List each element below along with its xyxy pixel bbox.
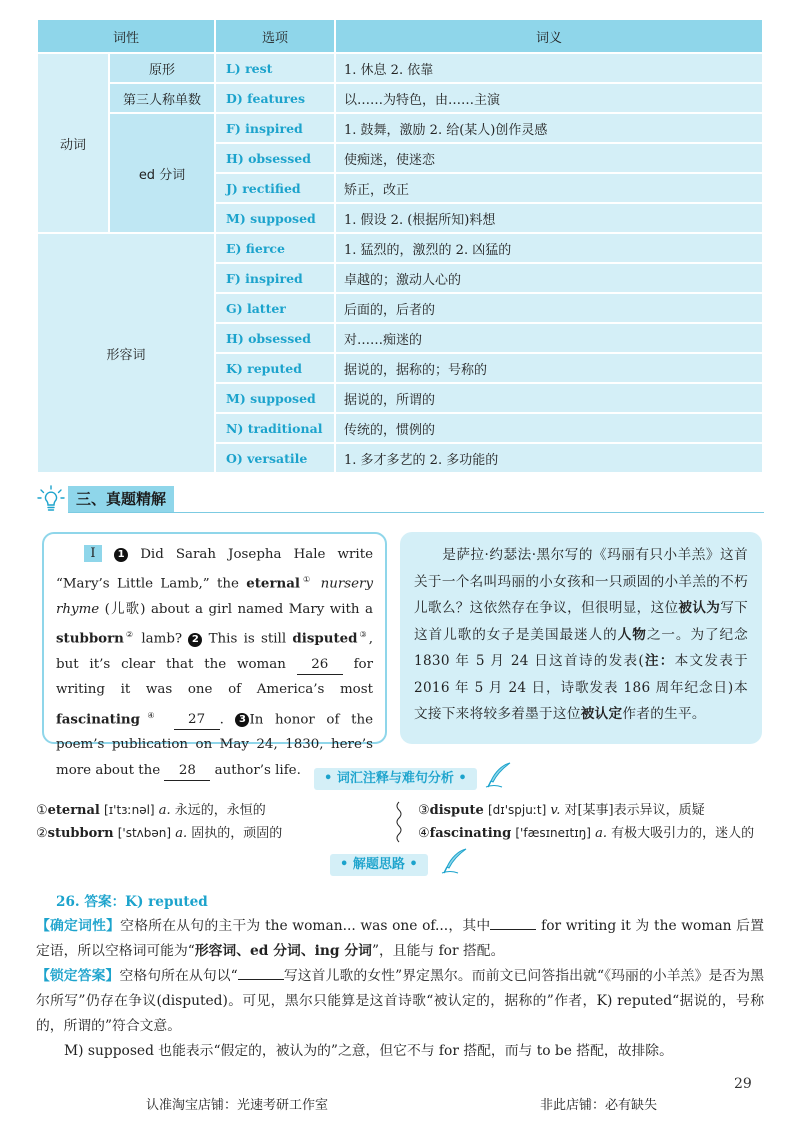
vocab-table [36, 18, 764, 474]
footer-right: 非此店铺：必有缺失 [540, 1098, 658, 1113]
blank-27: 27 [174, 711, 220, 730]
note-word: eternal [47, 803, 100, 818]
solution-tag: • 解题思路 • [330, 854, 428, 876]
pos-verb: 动词 [37, 53, 109, 233]
note-word: dispute [429, 803, 484, 818]
vocab-notes-tag: • 词汇注释与难句分析 • [314, 768, 477, 790]
note-pos: a. [175, 826, 188, 841]
header-pos: 词性 [37, 19, 215, 53]
passage-translation [400, 532, 762, 744]
vocab-word: eternal [246, 575, 300, 592]
meaning-cell: 1. 休息 2. 依靠 [335, 53, 763, 83]
explanation-bold: 形容词、ed 分词、ing 分词 [194, 943, 372, 959]
note-number: ① [36, 803, 48, 818]
header-option: 选项 [215, 19, 335, 53]
translation-text: 写下这首儿歌的女子是美国最迷人的 [414, 600, 748, 643]
header-meaning: 词义 [335, 19, 763, 53]
meaning-cell: 据说的，所谓的 [335, 383, 763, 413]
passage-number: Ⅰ [84, 545, 102, 562]
note-definition: 对[某事]表示异议，质疑 [564, 803, 705, 818]
meaning-cell: 使痴迷，使迷恋 [335, 143, 763, 173]
squiggle-divider [394, 800, 404, 844]
translation-bold: 被认为 [678, 600, 721, 616]
vocab-word: stubborn [56, 630, 124, 647]
explanation-label: 【确定词性】 [36, 918, 121, 934]
passage-english: Ⅰ 1 Did Sarah Josepha Hale write “Mary’s Little Lamb,” the eternal① nursery rhyme (儿歌) about a girl named Mary with a stubborn② lamb? 2 This is still disputed③, but it’s clear that the woman 26 for writing it was one of America’s most fascinating④ 27 . 3 In honor of the poem’s publication on May 24, 1830, here’s more about the 28 author’s life. [42, 532, 387, 744]
meaning-cell: 据说的，据称的；号称的 [335, 353, 763, 383]
option-cell: N) traditional [215, 413, 335, 443]
meaning-cell: 1. 假设 2. (根据所知)料想 [335, 203, 763, 233]
note-marker: ③ [357, 630, 369, 640]
meaning-cell: 矫正，改正 [335, 173, 763, 203]
section-divider [68, 512, 764, 513]
note-pos: v. [550, 803, 561, 818]
option-cell: F) inspired [215, 113, 335, 143]
option-cell: M) supposed [215, 383, 335, 413]
option-cell: H) obsessed [215, 143, 335, 173]
form-ed-participle: ed 分词 [109, 113, 215, 233]
explanation-text: ”，且能与 for 搭配。 [371, 943, 505, 959]
table-row [37, 113, 763, 143]
passage-text: nursery rhyme [56, 576, 374, 618]
note-item [418, 822, 754, 845]
blank-line [490, 929, 536, 930]
option-cell: E) fierce [215, 233, 335, 263]
explanation-label: 【锁定答案】 [36, 968, 120, 984]
table-row [37, 233, 763, 263]
meaning-cell: 1. 猛烈的，激烈的 2. 凶猛的 [335, 233, 763, 263]
sentence-number-2: 2 [188, 633, 202, 647]
note-definition: 有极大吸引力的，迷人的 [611, 826, 755, 841]
note-item [36, 822, 282, 845]
meaning-cell: 后面的，后者的 [335, 293, 763, 323]
option-cell: D) features [215, 83, 335, 113]
note-word: fascinating [429, 826, 512, 841]
sentence-number-3: 3 [235, 713, 249, 727]
translation-text: 作者的生平。 [622, 706, 706, 722]
option-cell: J) rectified [215, 173, 335, 203]
note-marker: ① [300, 575, 314, 585]
note-item [36, 799, 266, 822]
note-phonetic: [ɪ'tɜːnəl] [104, 803, 155, 817]
translation-text: 之一。为了纪念 1830 年 5 月 24 日这首诗的发表( [414, 626, 749, 669]
passage-text: (儿歌) about a girl named Mary with a [99, 602, 373, 618]
note-pos: a. [595, 826, 607, 841]
sentence-number-1: 1 [114, 548, 128, 562]
passage-text: In honor of the poem’s publication on May 24, 1830, here’s more about the [56, 712, 374, 778]
option-cell: G) latter [215, 293, 335, 323]
option-cell: H) obsessed [215, 323, 335, 353]
vocab-word: fascinating [56, 711, 140, 728]
translation-bold: 人物 [617, 626, 647, 643]
note-number: ③ [418, 803, 430, 818]
option-cell: O) versatile [215, 443, 335, 473]
passage-text: lamb? [135, 631, 189, 647]
meaning-cell: 传统的，惯例的 [335, 413, 763, 443]
note-pos: a. [158, 803, 171, 818]
answer-heading: 26. 答案：K) reputed [56, 894, 208, 910]
explanation-text: for writing it 为 the woman 后置定语，所以空格词可能为“ [36, 918, 765, 959]
blank-26: 26 [297, 656, 343, 675]
table-row [37, 53, 763, 83]
note-marker: ④ [140, 710, 162, 720]
meaning-cell: 对……痴迷的 [335, 323, 763, 353]
passage-text: for writing it was one of America’s most [56, 657, 373, 698]
meaning-cell: 卓越的；激动人心的 [335, 263, 763, 293]
section-heading [36, 482, 764, 516]
quill-pen-icon [440, 846, 470, 876]
meaning-cell: 1. 多才多艺的 2. 多功能的 [335, 443, 763, 473]
passage-text: This is still [208, 631, 293, 647]
explanation-paragraph [36, 914, 764, 964]
note-definition: 永远的，永恒的 [174, 803, 266, 818]
explanation-paragraph [36, 964, 764, 1039]
passage-text: author’s life. [210, 762, 301, 778]
option-cell: L) rest [215, 53, 335, 83]
translation-bold: 被认定 [580, 706, 623, 722]
option-cell: M) supposed [215, 203, 335, 233]
quill-pen-icon [484, 760, 514, 790]
blank-line [238, 979, 284, 980]
note-phonetic: ['stʌbən] [117, 826, 172, 840]
note-number: ④ [418, 826, 430, 841]
note-marker: ② [123, 630, 136, 640]
form-third-person: 第三人称单数 [109, 83, 215, 113]
explanation-text: 空格所在从句的主干为 the woman... was one of...，其中 [120, 918, 491, 934]
blank-28: 28 [164, 762, 210, 781]
note-word: stubborn [47, 826, 114, 841]
pos-adjective: 形容词 [37, 233, 215, 473]
meaning-cell: 1. 鼓舞，激励 2. 给(某人)创作灵感 [335, 113, 763, 143]
passage-text: Did Sarah Josepha Hale write “Mary’s Little Lamb,” the [56, 547, 373, 592]
meaning-cell: 以……为特色，由……主演 [335, 83, 763, 113]
note-definition: 固执的，顽固的 [191, 826, 283, 841]
translation-text: 是萨拉·约瑟法·黑尔写的《玛丽有只小羊羔》这首关于一个名叫玛丽的小女孩和一只顽固的小羊羔的不朽儿歌么？这依然存在争议，但很明显，这位 [414, 547, 748, 616]
note-phonetic: [dɪ'spjuːt] [487, 803, 547, 817]
lightbulb-icon [36, 484, 66, 514]
page-number: 29 [734, 1076, 752, 1092]
vocab-word: disputed [292, 630, 358, 647]
translation-text: 本文发表于 2016 年 5 月 24 日，诗歌发表 186 周年纪念日)本文接下来将较多着墨于这位 [414, 653, 748, 722]
note-number: ② [36, 826, 48, 841]
note-item [418, 799, 705, 822]
option-cell: F) inspired [215, 263, 335, 293]
explanation-text: 空格句所在从句以“ [119, 968, 238, 984]
note-phonetic: ['fæsɪneɪtɪŋ] [515, 826, 591, 840]
form-base: 原形 [109, 53, 215, 83]
footer-left: 认准淘宝店铺：光速考研工作室 [146, 1098, 329, 1113]
translation-bold: 注： [643, 653, 675, 669]
section-title: 三、真题精解 [68, 486, 174, 512]
explanation-text: 写这首儿歌的女性”界定黑尔。而前文已问答指出就“《玛丽的小羊羔》是否为黑尔所写”仍存在争议(disputed)。可见，黑尔只能算是这首诗歌“被认定的，据称的”作者，K) reputed“据说的，号称的，所谓的”符合文意。 [36, 968, 764, 1034]
passage-text: , but it’s clear that the woman [56, 631, 373, 673]
option-cell: K) reputed [215, 353, 335, 383]
explanation-paragraph: M) supposed 也能表示“假定的，被认为的”之意，但它不与 for 搭配，而与 to be 搭配，故排除。 [64, 1043, 673, 1059]
table-row [37, 83, 763, 113]
table-header-row [37, 19, 763, 53]
